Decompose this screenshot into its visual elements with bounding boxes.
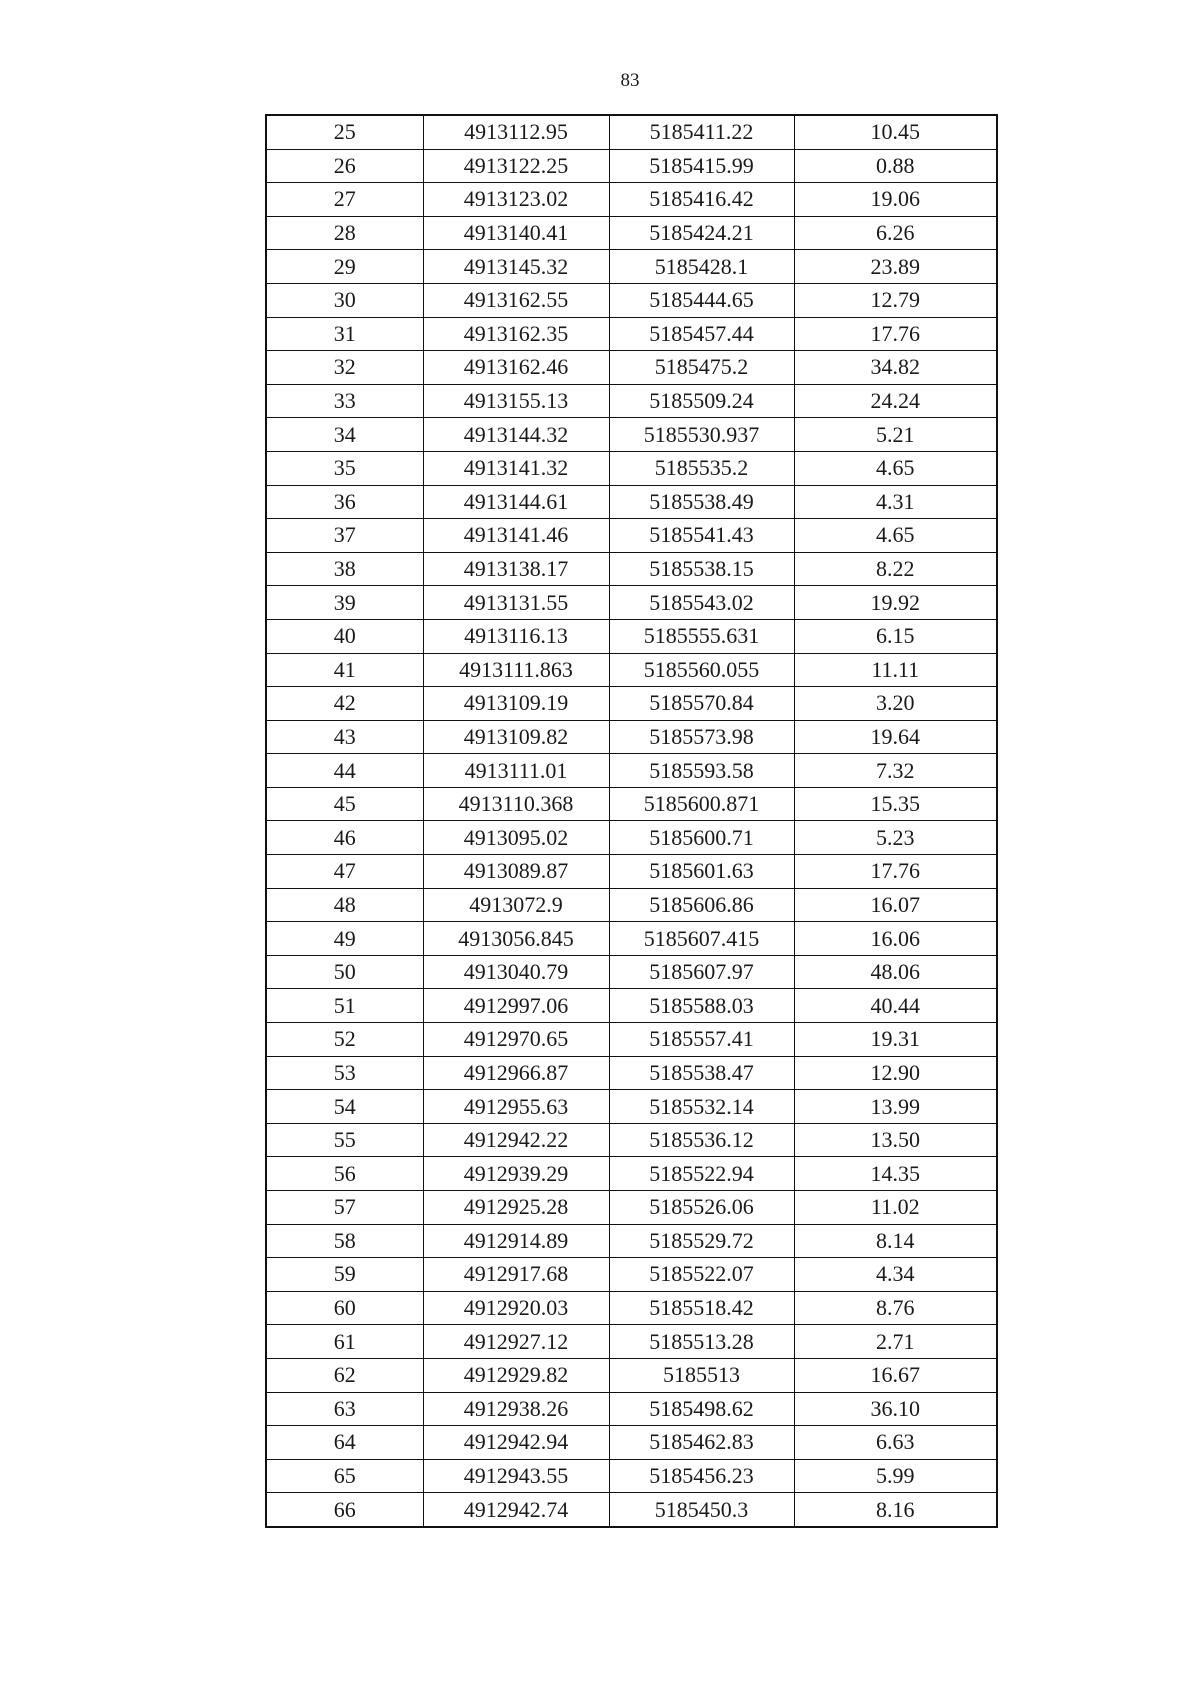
table-row xyxy=(266,1191,997,1225)
point-number-cell: 57 xyxy=(266,1191,423,1225)
y-coordinate-cell: 5185538.15 xyxy=(609,552,794,586)
table-row xyxy=(266,754,997,788)
x-coordinate-cell: 4913110.368 xyxy=(423,787,609,821)
y-coordinate-cell: 5185573.98 xyxy=(609,720,794,754)
y-coordinate-cell: 5185456.23 xyxy=(609,1459,794,1493)
y-coordinate-cell: 5185606.86 xyxy=(609,888,794,922)
x-coordinate-cell: 4912925.28 xyxy=(423,1191,609,1225)
table-row xyxy=(266,216,997,250)
table-row xyxy=(266,384,997,418)
y-coordinate-cell: 5185570.84 xyxy=(609,687,794,721)
x-coordinate-cell: 4913138.17 xyxy=(423,552,609,586)
point-number-cell: 49 xyxy=(266,922,423,956)
distance-cell: 5.21 xyxy=(794,418,997,452)
distance-cell: 8.16 xyxy=(794,1493,997,1527)
y-coordinate-cell: 5185601.63 xyxy=(609,855,794,889)
x-coordinate-cell: 4913141.46 xyxy=(423,519,609,553)
table-row xyxy=(266,552,997,586)
distance-cell: 3.20 xyxy=(794,687,997,721)
point-number-cell: 60 xyxy=(266,1291,423,1325)
distance-cell: 8.14 xyxy=(794,1224,997,1258)
distance-cell: 19.31 xyxy=(794,1023,997,1057)
point-number-cell: 41 xyxy=(266,653,423,687)
y-coordinate-cell: 5185607.97 xyxy=(609,955,794,989)
y-coordinate-cell: 5185538.47 xyxy=(609,1056,794,1090)
y-coordinate-cell: 5185532.14 xyxy=(609,1090,794,1124)
y-coordinate-cell: 5185450.3 xyxy=(609,1493,794,1527)
distance-cell: 4.65 xyxy=(794,519,997,553)
x-coordinate-cell: 4912938.26 xyxy=(423,1392,609,1426)
distance-cell: 5.99 xyxy=(794,1459,997,1493)
table-row xyxy=(266,250,997,284)
x-coordinate-cell: 4912997.06 xyxy=(423,989,609,1023)
y-coordinate-cell: 5185457.44 xyxy=(609,317,794,351)
table-row xyxy=(266,1459,997,1493)
x-coordinate-cell: 4912942.22 xyxy=(423,1123,609,1157)
distance-cell: 0.88 xyxy=(794,149,997,183)
distance-cell: 8.76 xyxy=(794,1291,997,1325)
point-number-cell: 52 xyxy=(266,1023,423,1057)
x-coordinate-cell: 4913089.87 xyxy=(423,855,609,889)
x-coordinate-cell: 4913162.35 xyxy=(423,317,609,351)
point-number-cell: 42 xyxy=(266,687,423,721)
point-number-cell: 54 xyxy=(266,1090,423,1124)
table-row xyxy=(266,787,997,821)
table-row xyxy=(266,418,997,452)
x-coordinate-cell: 4913040.79 xyxy=(423,955,609,989)
x-coordinate-cell: 4913111.863 xyxy=(423,653,609,687)
x-coordinate-cell: 4913116.13 xyxy=(423,619,609,653)
distance-cell: 19.92 xyxy=(794,586,997,620)
y-coordinate-cell: 5185555.631 xyxy=(609,619,794,653)
y-coordinate-cell: 5185444.65 xyxy=(609,283,794,317)
table-row xyxy=(266,1090,997,1124)
distance-cell: 16.06 xyxy=(794,922,997,956)
table-row xyxy=(266,1157,997,1191)
coordinates-table xyxy=(265,114,998,1528)
x-coordinate-cell: 4913109.19 xyxy=(423,687,609,721)
point-number-cell: 56 xyxy=(266,1157,423,1191)
point-number-cell: 45 xyxy=(266,787,423,821)
point-number-cell: 37 xyxy=(266,519,423,553)
y-coordinate-cell: 5185475.2 xyxy=(609,351,794,385)
x-coordinate-cell: 4913056.845 xyxy=(423,922,609,956)
point-number-cell: 28 xyxy=(266,216,423,250)
distance-cell: 24.24 xyxy=(794,384,997,418)
x-coordinate-cell: 4912917.68 xyxy=(423,1258,609,1292)
distance-cell: 6.15 xyxy=(794,619,997,653)
distance-cell: 6.63 xyxy=(794,1426,997,1460)
x-coordinate-cell: 4913095.02 xyxy=(423,821,609,855)
distance-cell: 13.50 xyxy=(794,1123,997,1157)
point-number-cell: 35 xyxy=(266,451,423,485)
x-coordinate-cell: 4913140.41 xyxy=(423,216,609,250)
y-coordinate-cell: 5185462.83 xyxy=(609,1426,794,1460)
distance-cell: 15.35 xyxy=(794,787,997,821)
table-row xyxy=(266,1325,997,1359)
table-row xyxy=(266,1258,997,1292)
distance-cell: 14.35 xyxy=(794,1157,997,1191)
distance-cell: 17.76 xyxy=(794,317,997,351)
y-coordinate-cell: 5185535.2 xyxy=(609,451,794,485)
table-row xyxy=(266,653,997,687)
table-row xyxy=(266,351,997,385)
point-number-cell: 25 xyxy=(266,115,423,149)
point-number-cell: 31 xyxy=(266,317,423,351)
y-coordinate-cell: 5185411.22 xyxy=(609,115,794,149)
table-row xyxy=(266,586,997,620)
point-number-cell: 40 xyxy=(266,619,423,653)
x-coordinate-cell: 4912970.65 xyxy=(423,1023,609,1057)
x-coordinate-cell: 4913123.02 xyxy=(423,183,609,217)
x-coordinate-cell: 4912966.87 xyxy=(423,1056,609,1090)
table-row xyxy=(266,485,997,519)
point-number-cell: 29 xyxy=(266,250,423,284)
point-number-cell: 38 xyxy=(266,552,423,586)
table-row xyxy=(266,1358,997,1392)
point-number-cell: 59 xyxy=(266,1258,423,1292)
table-row xyxy=(266,720,997,754)
distance-cell: 40.44 xyxy=(794,989,997,1023)
x-coordinate-cell: 4912927.12 xyxy=(423,1325,609,1359)
point-number-cell: 63 xyxy=(266,1392,423,1426)
x-coordinate-cell: 4913109.82 xyxy=(423,720,609,754)
distance-cell: 19.06 xyxy=(794,183,997,217)
y-coordinate-cell: 5185588.03 xyxy=(609,989,794,1023)
distance-cell: 11.11 xyxy=(794,653,997,687)
point-number-cell: 51 xyxy=(266,989,423,1023)
x-coordinate-cell: 4913141.32 xyxy=(423,451,609,485)
distance-cell: 12.79 xyxy=(794,283,997,317)
point-number-cell: 64 xyxy=(266,1426,423,1460)
coordinates-table-body xyxy=(266,115,997,1527)
y-coordinate-cell: 5185415.99 xyxy=(609,149,794,183)
table-row xyxy=(266,149,997,183)
distance-cell: 19.64 xyxy=(794,720,997,754)
distance-cell: 5.23 xyxy=(794,821,997,855)
page-number: 83 xyxy=(620,70,640,91)
point-number-cell: 53 xyxy=(266,1056,423,1090)
table-row xyxy=(266,183,997,217)
x-coordinate-cell: 4913122.25 xyxy=(423,149,609,183)
y-coordinate-cell: 5185600.71 xyxy=(609,821,794,855)
distance-cell: 4.65 xyxy=(794,451,997,485)
y-coordinate-cell: 5185529.72 xyxy=(609,1224,794,1258)
y-coordinate-cell: 5185518.42 xyxy=(609,1291,794,1325)
table-row xyxy=(266,922,997,956)
table-row xyxy=(266,519,997,553)
x-coordinate-cell: 4913112.95 xyxy=(423,115,609,149)
point-number-cell: 48 xyxy=(266,888,423,922)
distance-cell: 48.06 xyxy=(794,955,997,989)
x-coordinate-cell: 4912942.74 xyxy=(423,1493,609,1527)
y-coordinate-cell: 5185530.937 xyxy=(609,418,794,452)
point-number-cell: 43 xyxy=(266,720,423,754)
point-number-cell: 55 xyxy=(266,1123,423,1157)
x-coordinate-cell: 4912942.94 xyxy=(423,1426,609,1460)
table-row xyxy=(266,687,997,721)
table-row xyxy=(266,1493,997,1527)
point-number-cell: 33 xyxy=(266,384,423,418)
distance-cell: 4.31 xyxy=(794,485,997,519)
point-number-cell: 30 xyxy=(266,283,423,317)
distance-cell: 8.22 xyxy=(794,552,997,586)
table-row xyxy=(266,955,997,989)
table-row xyxy=(266,1023,997,1057)
distance-cell: 12.90 xyxy=(794,1056,997,1090)
y-coordinate-cell: 5185536.12 xyxy=(609,1123,794,1157)
distance-cell: 7.32 xyxy=(794,754,997,788)
table-row xyxy=(266,1291,997,1325)
y-coordinate-cell: 5185541.43 xyxy=(609,519,794,553)
table-row xyxy=(266,451,997,485)
y-coordinate-cell: 5185526.06 xyxy=(609,1191,794,1225)
x-coordinate-cell: 4912920.03 xyxy=(423,1291,609,1325)
x-coordinate-cell: 4913155.13 xyxy=(423,384,609,418)
table-row xyxy=(266,1056,997,1090)
x-coordinate-cell: 4913131.55 xyxy=(423,586,609,620)
y-coordinate-cell: 5185607.415 xyxy=(609,922,794,956)
y-coordinate-cell: 5185522.94 xyxy=(609,1157,794,1191)
distance-cell: 10.45 xyxy=(794,115,997,149)
point-number-cell: 46 xyxy=(266,821,423,855)
x-coordinate-cell: 4913144.32 xyxy=(423,418,609,452)
table-row xyxy=(266,619,997,653)
distance-cell: 13.99 xyxy=(794,1090,997,1124)
y-coordinate-cell: 5185416.42 xyxy=(609,183,794,217)
point-number-cell: 36 xyxy=(266,485,423,519)
distance-cell: 16.07 xyxy=(794,888,997,922)
table-row xyxy=(266,888,997,922)
point-number-cell: 65 xyxy=(266,1459,423,1493)
y-coordinate-cell: 5185498.62 xyxy=(609,1392,794,1426)
table-row xyxy=(266,317,997,351)
distance-cell: 2.71 xyxy=(794,1325,997,1359)
distance-cell: 16.67 xyxy=(794,1358,997,1392)
table-row xyxy=(266,283,997,317)
y-coordinate-cell: 5185509.24 xyxy=(609,384,794,418)
y-coordinate-cell: 5185557.41 xyxy=(609,1023,794,1057)
y-coordinate-cell: 5185424.21 xyxy=(609,216,794,250)
table-row xyxy=(266,1392,997,1426)
point-number-cell: 47 xyxy=(266,855,423,889)
distance-cell: 6.26 xyxy=(794,216,997,250)
x-coordinate-cell: 4912929.82 xyxy=(423,1358,609,1392)
distance-cell: 17.76 xyxy=(794,855,997,889)
point-number-cell: 61 xyxy=(266,1325,423,1359)
point-number-cell: 39 xyxy=(266,586,423,620)
distance-cell: 36.10 xyxy=(794,1392,997,1426)
table-row xyxy=(266,115,997,149)
point-number-cell: 62 xyxy=(266,1358,423,1392)
y-coordinate-cell: 5185522.07 xyxy=(609,1258,794,1292)
table-row xyxy=(266,821,997,855)
table-row xyxy=(266,1123,997,1157)
distance-cell: 4.34 xyxy=(794,1258,997,1292)
x-coordinate-cell: 4913144.61 xyxy=(423,485,609,519)
distance-cell: 23.89 xyxy=(794,250,997,284)
distance-cell: 11.02 xyxy=(794,1191,997,1225)
point-number-cell: 58 xyxy=(266,1224,423,1258)
point-number-cell: 32 xyxy=(266,351,423,385)
x-coordinate-cell: 4912955.63 xyxy=(423,1090,609,1124)
point-number-cell: 34 xyxy=(266,418,423,452)
point-number-cell: 66 xyxy=(266,1493,423,1527)
point-number-cell: 44 xyxy=(266,754,423,788)
table-row xyxy=(266,1426,997,1460)
point-number-cell: 27 xyxy=(266,183,423,217)
x-coordinate-cell: 4913145.32 xyxy=(423,250,609,284)
y-coordinate-cell: 5185513.28 xyxy=(609,1325,794,1359)
y-coordinate-cell: 5185560.055 xyxy=(609,653,794,687)
point-number-cell: 50 xyxy=(266,955,423,989)
x-coordinate-cell: 4912914.89 xyxy=(423,1224,609,1258)
x-coordinate-cell: 4913111.01 xyxy=(423,754,609,788)
x-coordinate-cell: 4913162.46 xyxy=(423,351,609,385)
y-coordinate-cell: 5185543.02 xyxy=(609,586,794,620)
distance-cell: 34.82 xyxy=(794,351,997,385)
y-coordinate-cell: 5185593.58 xyxy=(609,754,794,788)
y-coordinate-cell: 5185538.49 xyxy=(609,485,794,519)
x-coordinate-cell: 4912939.29 xyxy=(423,1157,609,1191)
table-row xyxy=(266,1224,997,1258)
y-coordinate-cell: 5185428.1 xyxy=(609,250,794,284)
y-coordinate-cell: 5185513 xyxy=(609,1358,794,1392)
table-row xyxy=(266,989,997,1023)
table-row xyxy=(266,855,997,889)
x-coordinate-cell: 4913162.55 xyxy=(423,283,609,317)
y-coordinate-cell: 5185600.871 xyxy=(609,787,794,821)
x-coordinate-cell: 4912943.55 xyxy=(423,1459,609,1493)
x-coordinate-cell: 4913072.9 xyxy=(423,888,609,922)
point-number-cell: 26 xyxy=(266,149,423,183)
